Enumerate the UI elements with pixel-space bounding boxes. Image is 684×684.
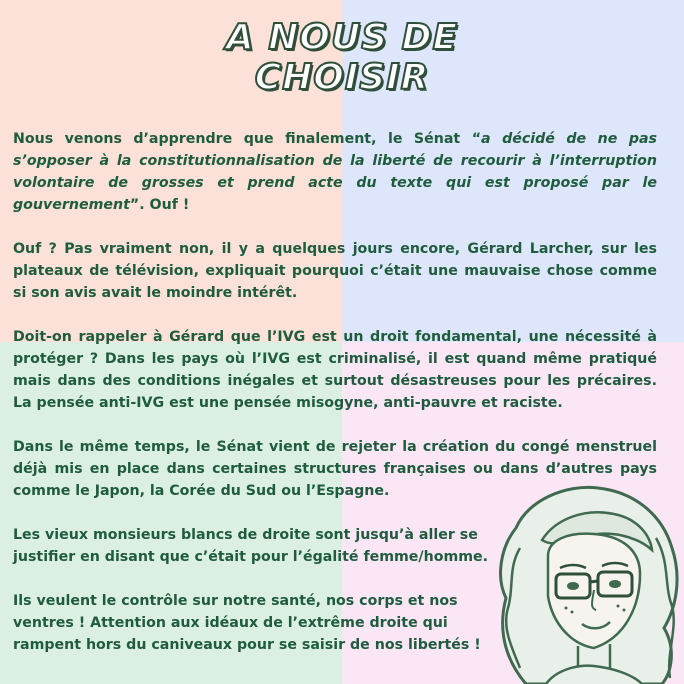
paragraph-1-end: ”. Ouf ! [129,197,190,213]
freckle [617,605,620,608]
page-title [0,18,684,98]
paragraph-6: Ils veulent le contrôle sur notre santé, nos corps et nos ventres ! Attention aux idéaux de l’extrême droite qui rampent hors du caniveaux pour se saisir de nos libertés ! [13,593,481,653]
paragraph-3: Doit-on rappeler à Gérard que l’IVG est un droit fondamental, une nécessité à protéger ? Dans les pays où l’IVG est criminalisé, il est quand même pratiqué mais dans des conditions inégales et surtout désastreuses pour les précaires. La pensée anti-IVG est une pensée misogyne, anti-pauvre et raciste. [13,329,657,411]
paragraph-1 [13,128,657,216]
paragraph-4: Dans le même temps, le Sénat vient de rejeter la création du congé menstruel déjà mis en place dans certaines structures françaises ou dans d’autres pays comme le Japon, la Corée du Sud ou l’Espagne. [13,439,657,499]
portrait-illustration [486,478,684,684]
eye-left [567,582,579,590]
freckle [623,609,626,612]
paragraph-1-intro: Nous venons d’apprendre que finalement, le Sénat “ [13,131,482,147]
glasses-bridge [590,581,598,582]
paragraph-2: Ouf ? Pas vraiment non, il y a quelques jours encore, Gérard Larcher, sur les plateaux de télévision, expliquait pourquoi c’était une mauvaise chose comme si son avis avait le moindre intérêt. [13,241,657,301]
title-line-1: A NOUS DE [225,17,459,58]
paragraph-5: Les vieux monsieurs blancs de droite sont jusqu’à aller se justifier en disant que c’était pour l’égalité femme/homme. [13,527,489,565]
freckle [565,607,568,610]
title-line-2: CHOISIR [254,57,430,98]
paragraph-1-quote: a décidé de ne pas s’opposer à la constitutionnalisation de la liberté de recourir à l’interruption volontaire de grosses et prend acte du texte qui est proposé par le gouvernement [13,131,657,213]
freckle [571,611,574,614]
eye-right [609,580,621,588]
